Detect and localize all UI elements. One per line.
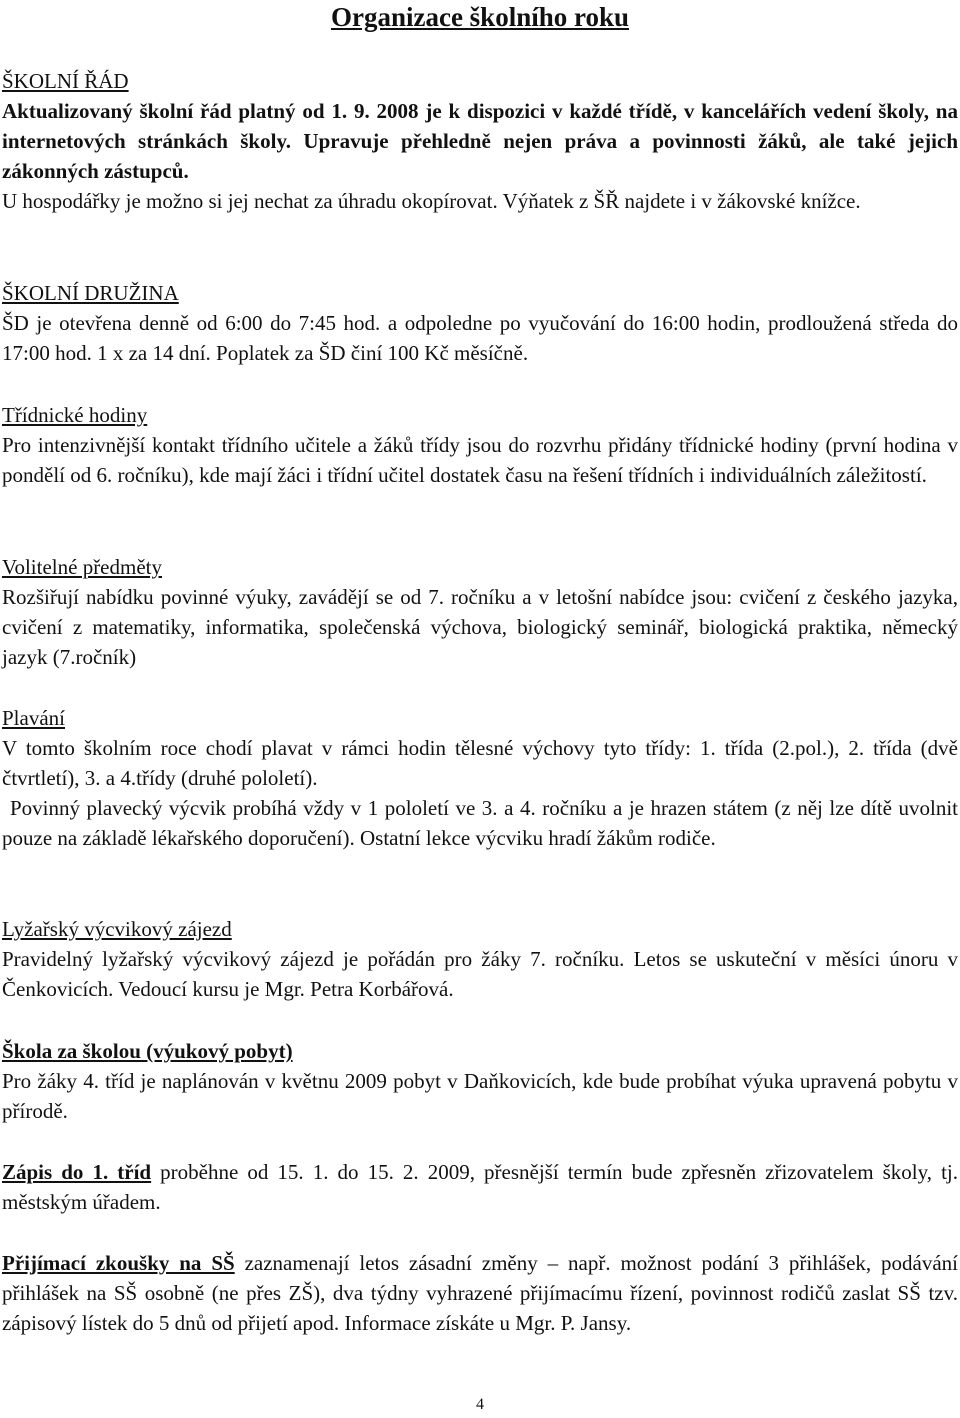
section-zapis (2, 1157, 958, 1217)
section-heading: Volitelné předměty (2, 555, 162, 579)
section-heading: ŠKOLNÍ DRUŽINA (2, 281, 179, 305)
section-heading: Plavání (2, 706, 65, 730)
paragraph: Povinný plavecký výcvik probíhá vždy v 1 pololetí ve 3. a 4. ročníku a je hrazen státem (z něj lze dítě uvolnit pouze na základě lékařského doporučení). Ostatní lekce výcviku hradí žákům rodiče. (2, 796, 958, 850)
paragraph: ŠD je otevřena denně od 6:00 do 7:45 hod. a odpoledne po vyučování do 16:00 hodin, prodloužená středa do 17:00 hod. 1 x za 14 dní. Poplatek za ŠD činí 100 Kč měsíčně. (2, 311, 958, 365)
section-skolni-druzina (2, 278, 958, 368)
inline-heading: Přijímací zkoušky na SŠ (2, 1251, 235, 1275)
paragraph-text: proběhne od 15. 1. do 15. 2. 2009, přesnější termín bude zpřesněn zřizovatelem školy, tj. městským úřadem. (2, 1160, 959, 1214)
section-lyzarsky-zajezd (2, 914, 958, 1004)
section-heading: ŠKOLNÍ ŘÁD (2, 69, 129, 93)
section-heading: Škola za školou (výukový pobyt) (2, 1039, 293, 1063)
paragraph: V tomto školním roce chodí plavat v rámci hodin tělesné výchovy tyto třídy: 1. třída (2.pol.), 2. třída (dvě čtvrtletí), 3. a 4.třídy (druhé pololetí). (2, 736, 958, 790)
page-number: 4 (476, 1396, 484, 1413)
section-heading: Lyžařský výcvikový zájezd (2, 917, 232, 941)
paragraph-bold: Aktualizovaný školní řád platný od 1. 9. 2008 je k dispozici v každé třídě, v kancelářích vedení školy, na internetových stránkách školy. Upravuje přehledně nejen práva a povinnosti žáků, ale také jejich zákonných zástupců. (2, 99, 958, 183)
section-prijimaci-zkousky (2, 1248, 958, 1338)
section-plavani (2, 703, 958, 853)
paragraph: U hospodářky je možno si jej nechat za úhradu okopírovat. Výňatek z ŠŘ najdete i v žákovské knížce. (2, 189, 861, 213)
paragraph: Pro intenzivnější kontakt třídního učitele a žáků třídy jsou do rozvrhu přidány třídnické hodiny (první hodina v pondělí od 6. ročníku), kde mají žáci i třídní učitel dostatek času na řešení třídních i individuálních záležitostí. (2, 433, 958, 487)
section-skolni-rad (2, 66, 958, 216)
paragraph: Pravidelný lyžařský výcvikový zájezd je pořádán pro žáky 7. ročníku. Letos se uskuteční v měsíci únoru v Čenkovicích. Vedoucí kursu je Mgr. Petra Korbářová. (2, 947, 958, 1001)
section-skola-za-skolou (2, 1036, 958, 1126)
paragraph (2, 1248, 958, 1338)
section-volitelne-predmety (2, 552, 958, 672)
page-title: Organizace školního roku (330, 2, 630, 32)
section-tridnicke-hodiny (2, 400, 958, 490)
paragraph: Pro žáky 4. tříd je naplánován v květnu 2009 pobyt v Daňkovicích, kde bude probíhat výuka upravená pobytu v přírodě. (2, 1069, 958, 1123)
paragraph: Rozšiřují nabídku povinné výuky, zavádějí se od 7. ročníku a v letošní nabídce jsou: cvičení z českého jazyka, cvičení z matematiky, informatika, společenská výchova, biologický seminář, biologická praktika, německý jazyk (7.ročník) (2, 585, 958, 669)
inline-heading: Zápis do 1. tříd (2, 1160, 152, 1184)
section-heading: Třídnické hodiny (2, 403, 148, 427)
paragraph (2, 1157, 958, 1217)
paragraph-text: zaznamenají letos zásadní změny – např. možnost podání 3 přihlášek, podávání přihlášek na SŠ osobně (ne přes ZŠ), dva týdny vyhrazené přijímacímu řízení, povinnost rodičů zaslat SŠ tzv. zápisový lístek do 5 dnů od přijetí apod. Informace získáte u Mgr. P. Jansy. (2, 1251, 959, 1335)
